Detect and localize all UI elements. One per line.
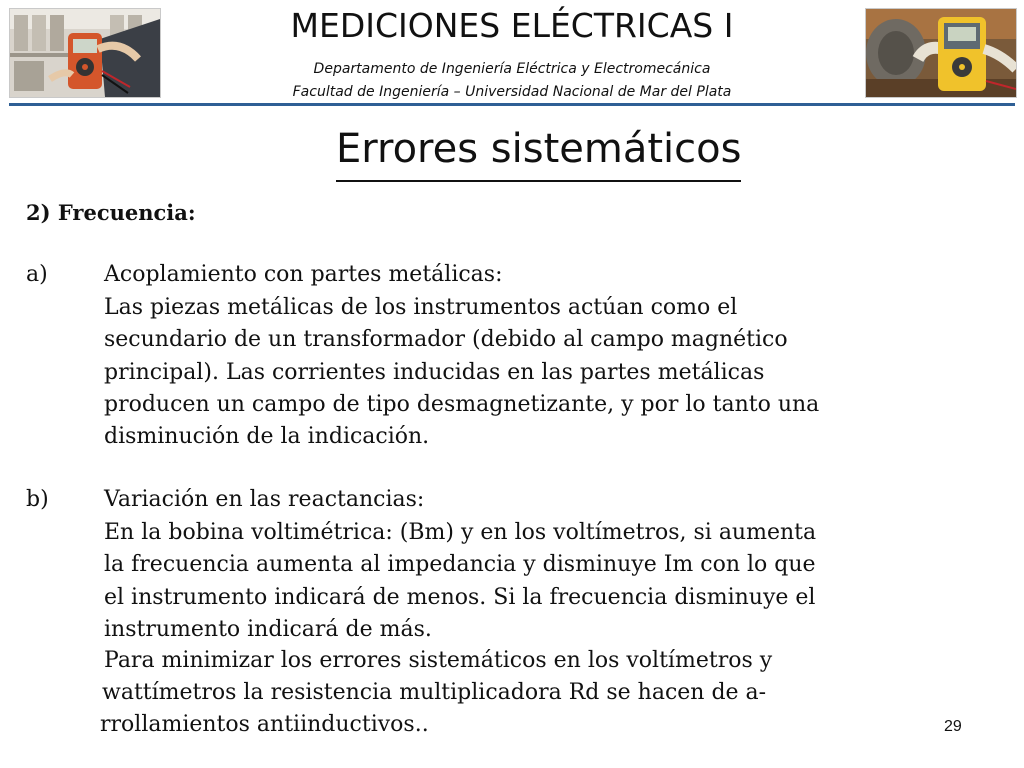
paragraph-line: principal). Las corrientes inducidas en las partes metálicas xyxy=(104,360,765,385)
multimeter-panel-photo xyxy=(9,8,161,98)
paragraph-line: instrumento indicará de más. xyxy=(104,617,432,642)
item-heading-b: Variación en las reactancias: xyxy=(104,487,425,512)
paragraph-line: producen un campo de tipo desmagnetizante, y por lo tanto una xyxy=(104,392,820,417)
paragraph-line: secundario de un transformador (debido al campo magnético xyxy=(104,327,788,352)
paragraph-line: Las piezas metálicas de los instrumentos actúan como el xyxy=(104,295,738,320)
paragraph-line: el instrumento indicará de menos. Si la frecuencia disminuye el xyxy=(104,585,816,610)
department-line: Departamento de Ingeniería Eléctrica y Electromecánica xyxy=(313,61,711,77)
page-number: 29 xyxy=(944,718,962,735)
item-marker-b: b) xyxy=(26,487,49,512)
paragraph-line: la frecuencia aumenta al impedancia y disminuye Im con lo que xyxy=(104,552,816,577)
header-divider xyxy=(9,103,1015,106)
item-heading-a: Acoplamiento con partes metálicas: xyxy=(104,262,503,287)
paragraph-line: disminución de la indicación. xyxy=(104,424,430,449)
paragraph-line: Para minimizar los errores sistemáticos en los voltímetros y xyxy=(104,648,773,673)
paragraph-line: rrollamientos antiinductivos.. xyxy=(100,712,429,737)
item-marker-a: a) xyxy=(26,262,48,287)
course-title: MEDICIONES ELÉCTRICAS I xyxy=(290,6,734,45)
slide-title: Errores sistemáticos xyxy=(336,126,742,172)
paragraph-line: En la bobina voltimétrica: (Bm) y en los voltímetros, si aumenta xyxy=(104,520,817,545)
section-heading: 2) Frecuencia: xyxy=(26,200,196,225)
multimeter-motor-photo xyxy=(865,8,1017,98)
slide-title-underline xyxy=(336,180,741,182)
paragraph-line: wattímetros la resistencia multiplicadora Rd se hacen de a- xyxy=(102,680,767,705)
faculty-line: Facultad de Ingeniería – Universidad Nacional de Mar del Plata xyxy=(292,84,732,100)
